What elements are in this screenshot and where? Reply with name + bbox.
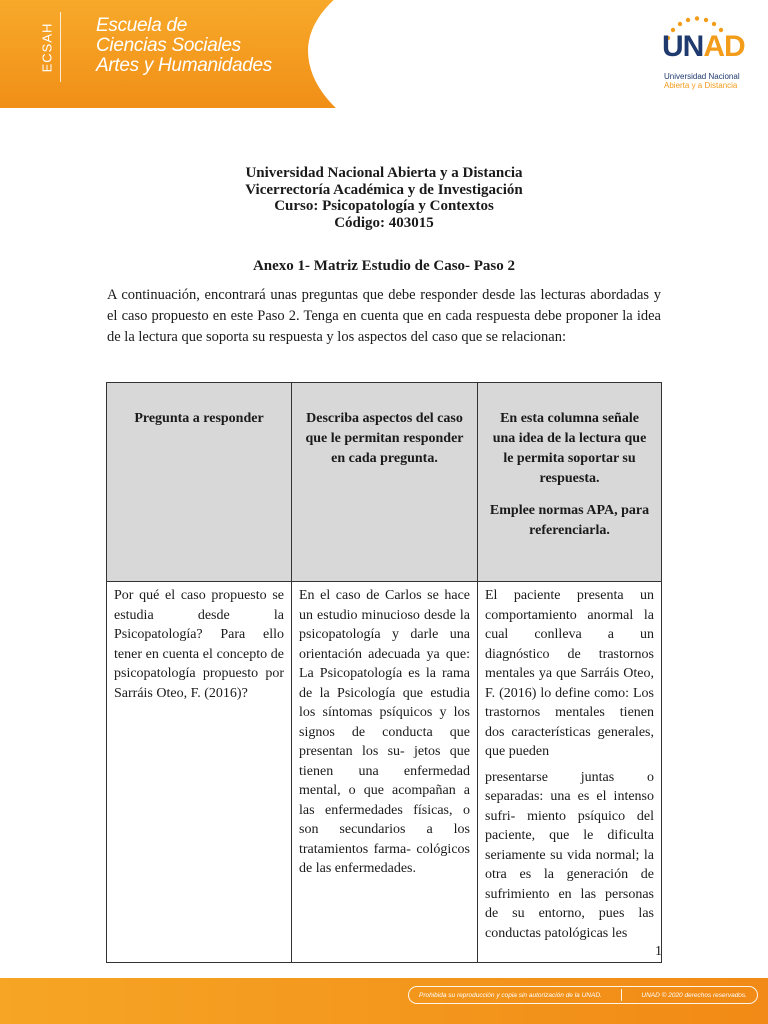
header-apa-note: Emplee normas APA, para referenciarla. [489, 503, 650, 538]
annex-title: Anexo 1- Matriz Estudio de Caso- Paso 2 [252, 258, 516, 274]
cell-case-aspects [292, 582, 478, 963]
header-case-aspects [292, 383, 478, 582]
school-name-line: Artes y Humanidades [96, 55, 272, 76]
logo-subtitle-line2: Abierta y a Distancia [664, 81, 738, 90]
school-name-line: Ciencias Sociales [96, 35, 241, 56]
heading-course: Curso: Psicopatología y Contextos [274, 198, 494, 214]
school-name-line: Escuela de [96, 15, 188, 36]
intro-paragraph: A continuación, encontrará unas preguntas que debe responder desde las lecturas abordadas y el caso propuesto en este Paso 2. Tenga en cuenta que en cada respuesta debe proponer la idea de la lectura que soporta su respuesta y los aspectos del caso que se relacionan: [107, 287, 661, 345]
footer-bar [0, 978, 768, 1024]
header-case-aspects-text: Describa aspectos del caso que le permitan responder en cada pregunta. [305, 411, 464, 466]
cell-question [107, 582, 292, 963]
logo-subtitle-line1: Universidad Nacional [664, 72, 740, 81]
heading-university: Universidad Nacional Abierta y a Distancia [245, 165, 523, 181]
cell-reading-idea [478, 582, 662, 963]
logo-letter-u: U [662, 30, 683, 63]
logo-wordmark [662, 30, 745, 64]
ecsah-tag-text: ECSAH [39, 22, 55, 72]
footer-separator [621, 989, 622, 1001]
document-heading [0, 165, 768, 231]
header-reading-idea [478, 383, 662, 582]
heading-code: Código: 403015 [334, 214, 434, 231]
ecsah-tag [34, 12, 61, 82]
footer-notice [408, 986, 758, 1004]
heading-vicerrectoria: Vicerrectoría Académica y de Investigación [245, 181, 523, 198]
footer-rights: UNAD © 2020 derechos reservados. [641, 991, 747, 999]
cell-reading-idea-text-2: presentarse juntas o separadas: una es el intenso sufri- miento psíquico del paciente, que le dificulta seriamente su vida normal; la otra es la generación de sufrimiento en las personas de su entorno, pues las conductas patológicas les [485, 769, 654, 941]
footer-copy-notice: Prohibida su reproducción y copia sin autorización de la UNAD. [419, 991, 602, 999]
header-question [107, 383, 292, 582]
table-row [107, 582, 662, 963]
header-banner [0, 0, 768, 108]
header-question-text: Pregunta a responder [134, 411, 264, 426]
unad-logo [650, 14, 750, 94]
logo-letter-n: N [682, 30, 704, 63]
table-header-row [107, 383, 662, 582]
logo-letters-ad: AD [703, 30, 745, 63]
page-number: 1 [655, 944, 662, 959]
cell-reading-idea-text-1: El paciente presenta un comportamiento anormal la cual conlleva a un diagnóstico de trastornos mentales ya que Sarráis Oteo, F. (2016) lo define como: Los trastornos mentales tienen dos características generales, que pueden [485, 588, 654, 759]
case-study-matrix [106, 382, 662, 963]
cell-case-aspects-text: En el caso de Carlos se hace un estudio minucioso desde la psicopatología y darle una orientación adecuada ya que: La Psicopatología es la rama de la Psicología que estudia los síntomas psíquicos y los signos de conducta que presentan los su- jetos que tienen una enfermedad mental, o que acompañan a las enfermedades físicas, o son secundarios a los tratamientos farma- cológicos de las enfermedades. [299, 588, 470, 876]
cell-question-text: Por qué el caso propuesto se estudia desde la Psicopatología? Para ello tener en cuenta el concepto de psicopatología propuesto por Sarráis Oteo, F. (2016)? [114, 588, 284, 701]
header-reading-idea-text: En esta columna señale una idea de la lectura que le permita soportar su respuesta. [492, 411, 647, 486]
logo-subtitle [664, 72, 754, 90]
school-name [96, 16, 296, 76]
